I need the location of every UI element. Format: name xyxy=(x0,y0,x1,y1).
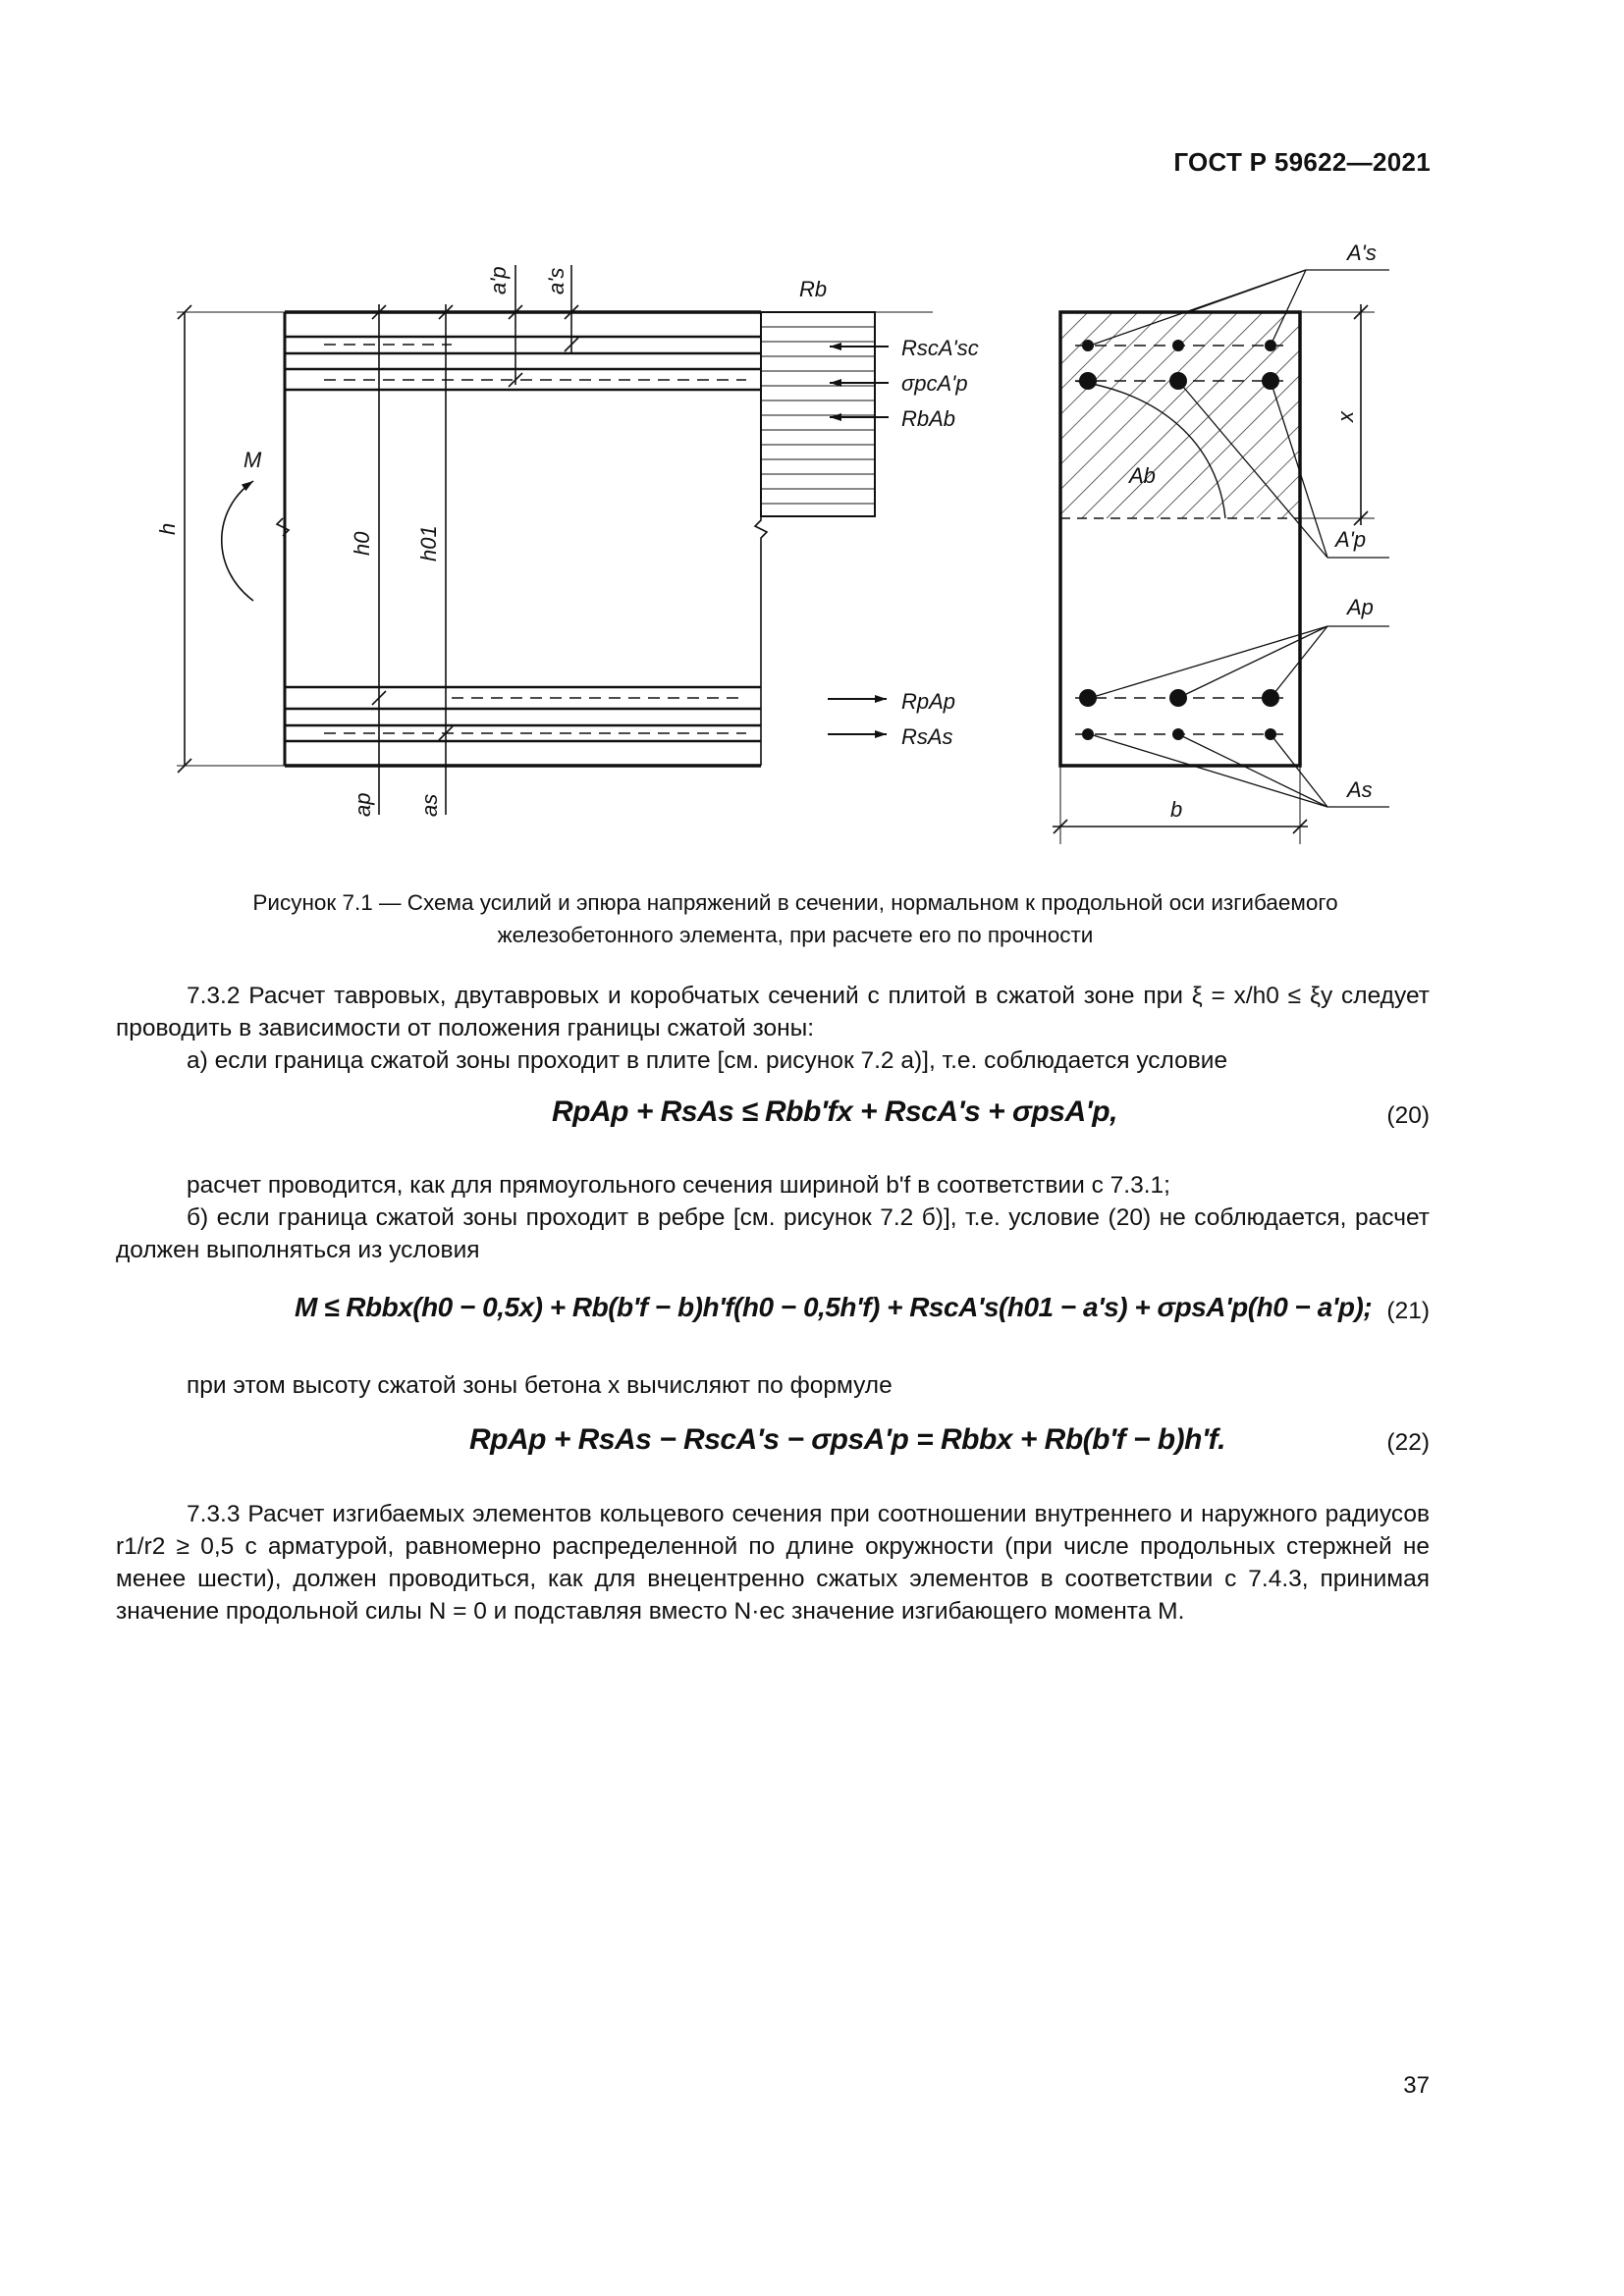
label-a-s-top: a's xyxy=(544,267,568,294)
label-a-p-prime: A'p xyxy=(1335,527,1367,552)
label-rs-as: RsAs xyxy=(901,724,953,749)
height-dimensions xyxy=(177,265,933,815)
figure-7-1-diagram xyxy=(147,240,1414,849)
label-a-s-bottom: as xyxy=(417,793,442,817)
moment-arrow xyxy=(222,481,253,601)
formula-21: M ≤ Rbbx(h0 − 0,5x) + Rb(b'f − b)h'f(h0 − 0,5h'f) + RscA's(h01 − a's) + σpsA'p(h0 − a'p); xyxy=(295,1292,1373,1322)
figure-caption-line-1: Рисунок 7.1 — Схема усилий и эпюра напряжений в сечении, нормальном к продольной оси изгибаемого xyxy=(252,890,1338,915)
stress-block xyxy=(761,312,875,516)
label-r-b: Rb xyxy=(799,277,828,301)
label-a-p-top: a'p xyxy=(486,266,511,294)
label-a-s: As xyxy=(1347,777,1373,802)
label-rp-ap: RpAp xyxy=(901,689,956,714)
label-b: b xyxy=(1170,797,1183,822)
formula-22: RpAp + RsAs − RscA's − σpsA'p = Rbbx + Rb(b'f − b)h'f. xyxy=(469,1423,1225,1456)
bottom-reinforcement xyxy=(285,687,761,741)
label-h01: h01 xyxy=(416,525,441,561)
label-x: x xyxy=(1333,411,1358,422)
force-arrows xyxy=(828,347,889,734)
formula-20-number: (20) xyxy=(1386,1102,1430,1129)
item-b: б) если граница сжатой зоны проходит в ребре [см. рисунок 7.2 б)], т.е. условие (20) не соблюдается, расчет должен выполняться из условия xyxy=(116,1204,1430,1263)
standard-header: ГОСТ Р 59622—2021 xyxy=(1173,147,1431,177)
label-a-s-prime: A's xyxy=(1347,240,1377,265)
label-a-b: Ab xyxy=(1129,463,1156,488)
label-a-p-bottom: ap xyxy=(351,792,375,817)
label-sigma-pc-ap: σpcA'p xyxy=(901,371,968,396)
figure-caption-line-2: железобетонного элемента, при расчете его по прочности xyxy=(497,923,1094,947)
label-rsc-asc: RscA'sc xyxy=(901,336,979,360)
formula-22-number: (22) xyxy=(1386,1429,1430,1456)
label-h0: h0 xyxy=(350,531,374,556)
label-h: h xyxy=(155,522,180,535)
paragraph-7-3-2: 7.3.2 Расчет тавровых, двутавровых и коробчатых сечений с плитой в сжатой зоне при ξ = x/h0 ≤ ξy следует проводить в зависимости от положения границы сжатой зоны: xyxy=(116,983,1430,1041)
item-a: а) если граница сжатой зоны проходит в плите [см. рисунок 7.2 а)], т.е. соблюдается условие xyxy=(187,1047,1228,1074)
label-rb-ab: RbAb xyxy=(901,406,956,431)
after-formula-21: при этом высоту сжатой зоны бетона x вычисляют по формуле xyxy=(187,1372,893,1399)
formula-20: RpAp + RsAs ≤ Rbb'fx + RscA's + σpsA'p, xyxy=(552,1095,1117,1128)
cross-section xyxy=(1053,270,1394,844)
paragraph-7-3-3: 7.3.3 Расчет изгибаемых элементов кольцевого сечения при соотношении внутреннего и наружного радиусов r1/r2 ≥ 0,5 с арматурой, равномерно распределенной по длине окружности (при числе продольных стержней не менее шести), должен проводиться, как для внецентренно сжатых элементов в соответствии с 7.4.3, принимая значение продольной силы N = 0 и подставляя вместо N·ec значение изгибающего момента M. xyxy=(116,1501,1430,1625)
page-number: 37 xyxy=(1403,2072,1430,2099)
label-a-p: Ap xyxy=(1347,595,1374,619)
top-reinforcement xyxy=(285,337,761,390)
label-m: M xyxy=(244,448,262,472)
formula-21-number: (21) xyxy=(1386,1298,1430,1324)
after-formula-20: расчет проводится, как для прямоугольного сечения шириной b'f в соответствии с 7.3.1; xyxy=(187,1172,1170,1199)
